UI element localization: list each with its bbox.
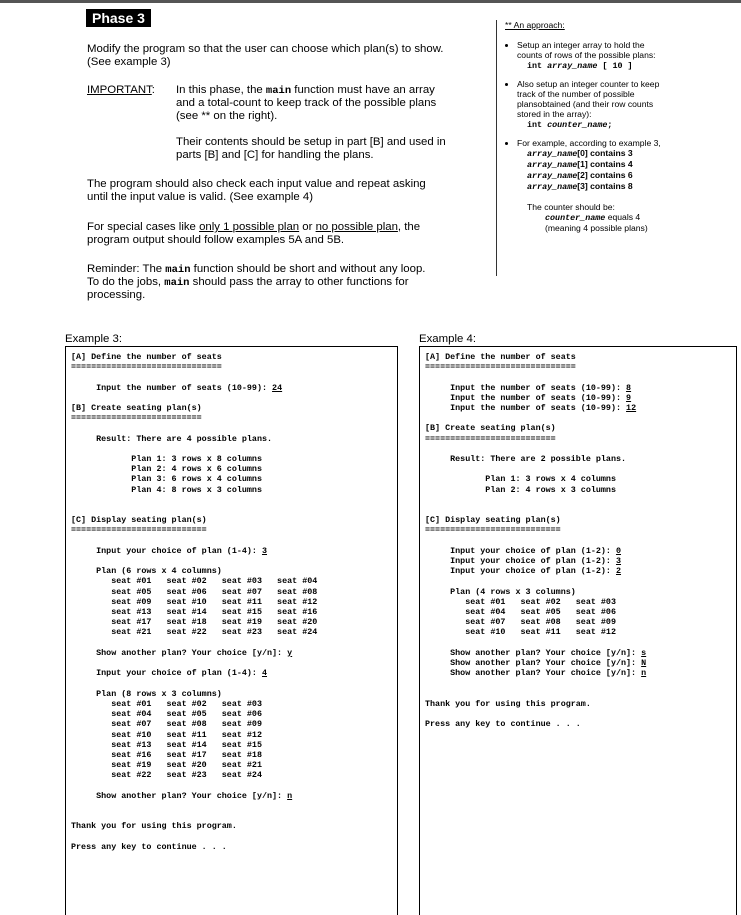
special-line-2: program output should follow examples 5A and 5B. [87, 234, 345, 246]
important-word: IMPORTANT [87, 84, 152, 96]
counter-note: (meaning 4 possible plans) [545, 223, 648, 233]
example-3-line [71, 730, 317, 740]
special-no-plan: no possible plan [315, 221, 398, 233]
example-4-line [425, 536, 646, 546]
reminder-l2a: To do the jobs, [87, 276, 165, 288]
example-3-user-input: 4 [261, 668, 268, 679]
example-3-line [71, 352, 317, 362]
example-3-text: seat #04 seat #05 seat #06 [71, 709, 262, 720]
example-4-line [425, 648, 646, 658]
example-4-text: =========================== [425, 525, 561, 536]
example-3-text: seat #17 seat #18 seat #19 seat #20 [71, 617, 318, 628]
important-colon: : [151, 84, 155, 96]
reminder-line-2 [87, 276, 409, 290]
example-3-line [71, 617, 317, 627]
example-3-line [71, 556, 317, 566]
example-3-line [71, 832, 317, 842]
example-3-line [71, 709, 317, 719]
approach-2-line-2: track of the number of possible [517, 89, 635, 99]
code-counter-name: counter_name [547, 120, 608, 130]
example-3-line [71, 474, 317, 484]
array-line-1-name: array_name [527, 160, 578, 170]
example-4-line [425, 617, 646, 627]
example-3-text: Show another plan? Your choice [y/n]: [71, 647, 288, 658]
example-3-output [71, 352, 317, 852]
example-3-text: [C] Display seating plan(s) [71, 515, 207, 526]
example-4-line [425, 434, 646, 444]
example-4-text: [C] Display seating plan(s) [425, 515, 561, 526]
approach-3-array-lines [517, 148, 737, 192]
example-4-line [425, 699, 646, 709]
intro-line-1: Modify the program so that the user can choose which plan(s) to show. [87, 43, 444, 55]
example-3-text: seat #22 seat #23 seat #24 [71, 770, 262, 781]
example-3-text: seat #05 seat #06 seat #07 seat #08 [71, 586, 318, 597]
example-3-line [71, 383, 317, 393]
example-4-line [425, 607, 646, 617]
array-line-2-rest: [2] contains 6 [577, 170, 633, 180]
example-4-line [425, 485, 646, 495]
important-line-2: and a total-count to keep track of the possible plans [176, 97, 437, 109]
example-4-line [425, 474, 646, 484]
example-4-text: Input the number of seats (10-99): [425, 392, 627, 403]
example-4-line [425, 546, 646, 556]
example-3-line [71, 362, 317, 372]
reminder-l1a: Reminder: The [87, 263, 166, 275]
example-3-line [71, 750, 317, 760]
example-3-line [71, 587, 317, 597]
example-3-line [71, 607, 317, 617]
approach-item-3 [517, 138, 737, 192]
special-mid: or [299, 221, 316, 233]
example-3-line [71, 464, 317, 474]
example-4-line [425, 566, 646, 576]
array-line-1 [527, 159, 737, 170]
reminder-line-3: processing. [87, 289, 146, 301]
array-line-2-name: array_name [527, 171, 578, 181]
approach-item-2 [517, 79, 737, 130]
example-4-line [425, 587, 646, 597]
example-3-line [71, 668, 317, 678]
example-4-text: Input your choice of plan (1-2): [425, 556, 616, 567]
example-4-line [425, 668, 646, 678]
example-3-line [71, 576, 317, 586]
example-4-line [425, 413, 646, 423]
example-4-text: Show another plan? Your choice [y/n]: [425, 668, 642, 679]
example-3-line [71, 434, 317, 444]
example-3-line [71, 505, 317, 515]
example-3-text: Input the number of seats (10-99): [71, 382, 273, 393]
important-line-3: (see ** on the right). [176, 110, 278, 122]
example-3-line [71, 689, 317, 699]
example-4-line [425, 597, 646, 607]
example-4-line [425, 454, 646, 464]
example-4-text: Show another plan? Your choice [y/n]: [425, 658, 642, 669]
reminder-line-1 [87, 263, 425, 277]
example-3-user-input: n [287, 790, 293, 801]
array-line-0 [527, 148, 737, 159]
example-3-line [71, 627, 317, 637]
counter-block [505, 202, 737, 233]
example-4-user-input: 3 [615, 556, 622, 567]
example-3-user-input: y [287, 647, 293, 658]
example-3-line [71, 791, 317, 801]
approach-1-code [517, 60, 737, 71]
example-4-text: [A] Define the number of seats [425, 352, 576, 362]
array-line-2 [527, 170, 737, 181]
approach-2-line-1: • Also setup an integer counter to keep [517, 79, 660, 89]
example-3-text: seat #19 seat #20 seat #21 [71, 760, 262, 771]
main-keyword: main [265, 85, 292, 97]
array-line-3-rest: [3] contains 8 [577, 181, 633, 191]
phase-title: Phase 3 [86, 9, 151, 27]
example-4-text: Input the number of seats (10-99): [425, 382, 627, 393]
example-4-text: ========================== [425, 433, 556, 444]
example-3-text: [A] Define the number of seats [71, 352, 222, 362]
example-4-user-input: 12 [626, 403, 637, 414]
example-3-text: [B] Create seating plan(s) [71, 403, 202, 414]
important-label [87, 84, 155, 97]
approach-2-line-3: plansobtained (and their row counts [517, 99, 654, 109]
example-4-line [425, 679, 646, 689]
example-4-user-input: 9 [626, 392, 632, 403]
check-line-2: until the input value is valid. (See example 4) [87, 191, 314, 203]
example-4-text: seat #10 seat #11 seat #12 [425, 627, 616, 638]
approach-list [505, 40, 737, 192]
example-3-text: Thank you for using this program. [71, 821, 237, 832]
approach-2-code [517, 119, 737, 130]
code-semicolon: ; [607, 120, 613, 130]
example-4-text: Show another plan? Your choice [y/n]: [425, 647, 642, 658]
example-4-line [425, 658, 646, 668]
example-4-output [425, 352, 646, 730]
approach-heading: ** An approach: [505, 20, 565, 30]
array-line-3-name: array_name [527, 182, 578, 192]
intro-line-2: (See example 3) [87, 56, 171, 68]
array-line-0-name: array_name [527, 149, 578, 159]
example-3-text: seat #21 seat #22 seat #23 seat #24 [71, 627, 318, 638]
approach-1-line-2: counts of rows of the possible plans: [517, 50, 656, 60]
example-3-text: Plan 1: 3 rows x 8 columns [71, 454, 262, 465]
example-3-line [71, 679, 317, 689]
example-4-user-input: 0 [615, 545, 622, 556]
special-post: , the [397, 221, 421, 233]
check-line-1: The program should also check each input value and repeat asking [87, 178, 426, 190]
example-3-line [71, 638, 317, 648]
example-4-line [425, 627, 646, 637]
example-3-text: Plan 2: 4 rows x 6 columns [71, 464, 262, 475]
example-4-text: ============================== [425, 362, 576, 373]
example-3-text: Show another plan? Your choice [y/n]: [71, 790, 288, 801]
example-4-text: Input your choice of plan (1-2): [425, 566, 616, 577]
example-3-label: Example 3: [65, 333, 122, 345]
example-4-line [425, 372, 646, 382]
example-4-user-input: s [641, 647, 647, 658]
example-3-line [71, 444, 317, 454]
example-3-line [71, 811, 317, 821]
example-4-console [419, 346, 737, 915]
example-3-line [71, 770, 317, 780]
example-3-line [71, 597, 317, 607]
example-3-text: seat #01 seat #02 seat #03 seat #04 [71, 576, 318, 587]
special-line-1 [87, 221, 420, 234]
example-3-line [71, 648, 317, 658]
example-3-line [71, 781, 317, 791]
example-3-line [71, 719, 317, 729]
example-3-line [71, 760, 317, 770]
example-3-line [71, 740, 317, 750]
example-3-text: seat #13 seat #14 seat #15 seat #16 [71, 607, 318, 618]
example-3-line [71, 485, 317, 495]
example-3-line [71, 495, 317, 505]
example-3-line [71, 536, 317, 546]
example-3-text: seat #16 seat #17 seat #18 [71, 749, 262, 760]
example-4-line [425, 719, 646, 729]
array-line-0-rest: [0] contains 3 [577, 148, 633, 158]
example-3-line [71, 515, 317, 525]
example-4-text: [B] Create seating plan(s) [425, 423, 556, 434]
example-4-text: seat #04 seat #05 seat #06 [425, 607, 616, 618]
example-4-line [425, 709, 646, 719]
important-line-5: parts [B] and [C] for handling the plans. [176, 149, 374, 161]
example-4-text: Result: There are 2 possible plans. [425, 454, 627, 465]
reminder-main-kw-1: main [165, 264, 191, 276]
example-3-text: Plan (8 rows x 3 columns) [71, 688, 222, 699]
example-4-line [425, 515, 646, 525]
example-3-text: Plan 3: 6 rows x 4 columns [71, 474, 262, 485]
example-4-user-input: 8 [626, 382, 632, 393]
code-array-name: array_name [547, 61, 598, 71]
approach-sidebar [496, 20, 737, 276]
example-3-line [71, 372, 317, 382]
counter-equals: equals 4 [605, 212, 641, 222]
example-4-line [425, 383, 646, 393]
example-3-text: Input your choice of plan (1-4): [71, 545, 262, 556]
example-4-line [425, 525, 646, 535]
example-4-text: Thank you for using this program. [425, 698, 591, 709]
example-3-line [71, 403, 317, 413]
example-3-text: seat #07 seat #08 seat #09 [71, 719, 262, 730]
example-3-text: Input your choice of plan (1-4): [71, 668, 262, 679]
example-4-line [425, 689, 646, 699]
example-4-line [425, 362, 646, 372]
special-one-plan: only 1 possible plan [199, 221, 300, 233]
counter-value-line [527, 212, 737, 223]
example-3-user-input: 24 [272, 382, 283, 393]
reminder-l2b: should pass the array to other functions for [189, 276, 409, 288]
example-3-text: seat #10 seat #11 seat #12 [71, 729, 262, 740]
code-int-2: int [527, 120, 548, 130]
example-4-line [425, 403, 646, 413]
example-3-line [71, 525, 317, 535]
example-4-text: Press any key to continue . . . [425, 719, 581, 730]
example-3-text: seat #13 seat #14 seat #15 [71, 739, 262, 750]
example-4-text: Plan (4 rows x 3 columns) [425, 586, 576, 597]
example-4-text: seat #01 seat #02 seat #03 [425, 596, 616, 607]
example-4-label: Example 4: [419, 333, 476, 345]
approach-2-line-4: stored in the array): [517, 109, 592, 119]
reminder-l1b: function should be short and without any loop. [190, 263, 426, 275]
page-top-rule [0, 0, 741, 3]
code-array-size: [ 10 ] [597, 61, 633, 71]
example-4-text: Plan 2: 4 rows x 3 columns [425, 484, 616, 495]
special-pre: For special cases like [87, 221, 200, 233]
example-3-line [71, 566, 317, 576]
important-line-4: Their contents should be setup in part [B] and used in [176, 136, 446, 148]
important-line-1-b: function must have an array [291, 84, 435, 96]
example-3-line [71, 821, 317, 831]
example-4-line [425, 495, 646, 505]
counter-intro: The counter should be: [527, 202, 615, 212]
example-3-line [71, 413, 317, 423]
example-4-user-input: N [641, 658, 647, 669]
example-3-line [71, 393, 317, 403]
example-4-text: Plan 1: 3 rows x 4 columns [425, 474, 616, 485]
example-3-text: seat #09 seat #10 seat #11 seat #12 [71, 596, 318, 607]
example-4-line [425, 423, 646, 433]
example-3-line [71, 658, 317, 668]
example-3-text: seat #01 seat #02 seat #03 [71, 698, 262, 709]
example-4-line [425, 638, 646, 648]
example-3-line [71, 546, 317, 556]
example-4-text: Input your choice of plan (1-2): [425, 545, 616, 556]
example-3-console [65, 346, 398, 915]
array-line-1-rest: [1] contains 4 [577, 159, 633, 169]
example-3-line [71, 842, 317, 852]
code-int-1: int [527, 61, 548, 71]
example-4-user-input: 2 [615, 566, 622, 577]
example-4-user-input: n [641, 668, 647, 679]
counter-name: counter_name [545, 213, 606, 223]
example-4-text: Input the number of seats (10-99): [425, 403, 627, 414]
example-4-line [425, 393, 646, 403]
example-3-line [71, 423, 317, 433]
important-line-1-a: In this phase, the [176, 84, 266, 96]
example-3-text: =========================== [71, 525, 207, 536]
example-3-line [71, 699, 317, 709]
example-4-line [425, 352, 646, 362]
example-3-text: ========================== [71, 413, 202, 424]
example-4-line [425, 505, 646, 515]
approach-item-1 [517, 40, 737, 71]
example-3-text: Press any key to continue . . . [71, 841, 227, 852]
example-4-line [425, 444, 646, 454]
example-3-text: Plan (6 rows x 4 columns) [71, 566, 222, 577]
array-line-3 [527, 181, 737, 192]
approach-1-line-1: • Setup an integer array to hold the [517, 40, 645, 50]
important-line-1 [176, 84, 435, 98]
example-4-line [425, 576, 646, 586]
example-4-line [425, 556, 646, 566]
example-3-text: ============================== [71, 362, 222, 373]
example-3-text: Plan 4: 8 rows x 3 columns [71, 484, 262, 495]
example-4-line [425, 464, 646, 474]
example-3-line [71, 801, 317, 811]
example-3-user-input: 3 [261, 545, 268, 556]
example-3-text: Result: There are 4 possible plans. [71, 433, 273, 444]
reminder-main-kw-2: main [164, 277, 190, 289]
example-3-line [71, 454, 317, 464]
approach-3-line-1: • For example, according to example 3, [517, 138, 661, 148]
example-4-text: seat #07 seat #08 seat #09 [425, 617, 616, 628]
